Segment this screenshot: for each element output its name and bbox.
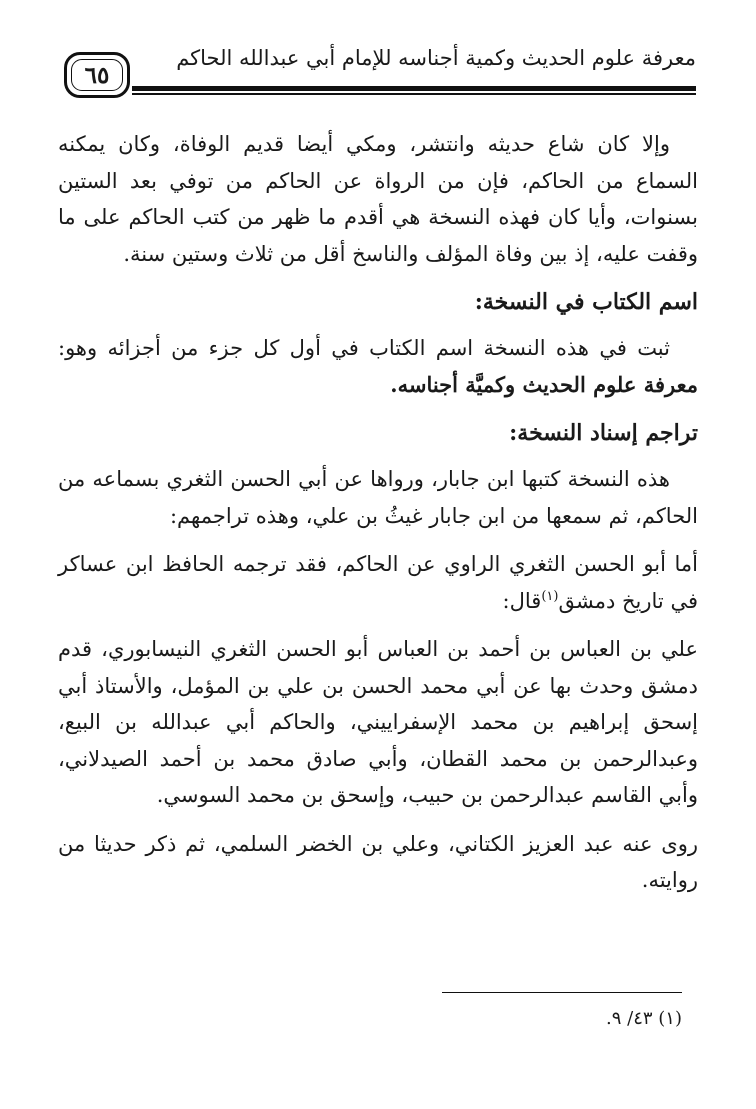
paragraph-5-quote: علي بن العباس بن أحمد بن العباس أبو الحسن الثغري النيسابوري، قدم دمشق وحدث بها عن أبي محمد الحسن بن علي بن المؤمل، والأستاذ أبي إسحق إبراهيم بن محمد الإسفراييني، والحاكم أبي عبدالله بن البيع، وعبدالرحمن بن محمد القطان، وأبي صادق محمد بن أحمد الصيدلاني، وأبي القاسم عبدالرحمن بن حبيب، وإسحق بن محمد السوسي. — [58, 637, 699, 807]
footnote-separator — [442, 992, 682, 993]
section-heading-isnad: تراجم إسناد النسخة: — [509, 420, 698, 446]
paragraph-2 — [58, 330, 698, 403]
paragraph-4 — [58, 546, 698, 619]
paragraph-3: هذه النسخة كتبها ابن جابار، ورواها عن أبي الحسن الثغري بسماعه من الحاكم، ثم سمعها من ابن جابار غيثُ بن علي، وهذه تراجمهم: — [58, 467, 698, 528]
page-number-badge — [64, 52, 130, 98]
main-text — [58, 126, 698, 899]
paragraph-6: روى عنه عبد العزيز الكتاني، وعلي بن الخضر السلمي، ثم ذكر حديثا من روايته. — [58, 831, 698, 892]
paragraph-4-end: قال: — [502, 588, 542, 613]
footnote-1 — [382, 1008, 682, 1029]
paragraph-1: وإلا كان شاع حديثه وانتشر، ومكي أيضا قديم الوفاة، وكان يمكنه السماع من الحاكم، فإن من الرواة عن الحاكم من توفي بعد الستين بسنوات، وأيا كان فهذه النسخة هي أقدم ما ظهر من كتب الحاكم على ما وقفت عليه، إذ بين وفاة المؤلف والناسخ أقل من ثلاث وستين سنة. — [58, 132, 698, 266]
book-title-bold: معرفة علوم الحديث وكميَّة أجناسه. — [390, 371, 698, 397]
page-number: ٦٥ — [84, 61, 110, 89]
header-rule-thin — [132, 93, 696, 95]
paragraph-2-text: ثبت في هذه النسخة اسم الكتاب في أول كل جزء من أجزائه وهو: — [58, 336, 670, 360]
footnote-1-text: ٤٣/ ٩. — [605, 1008, 653, 1029]
paragraph-4-text: أما أبو الحسن الثغري الراوي عن الحاكم، فقد ترجمه الحافظ ابن عساكر في تاريخ دمشق — [58, 552, 698, 613]
running-header-title: معرفة علوم الحديث وكمية أجناسه للإمام أبي عبدالله الحاكم — [176, 46, 696, 70]
section-heading-book-title: اسم الكتاب في النسخة: — [474, 289, 698, 315]
footnote-1-mark: (١) — [658, 1008, 682, 1029]
footnote-marker[interactable]: (١) — [541, 588, 559, 604]
header-rule-thick — [132, 86, 696, 91]
